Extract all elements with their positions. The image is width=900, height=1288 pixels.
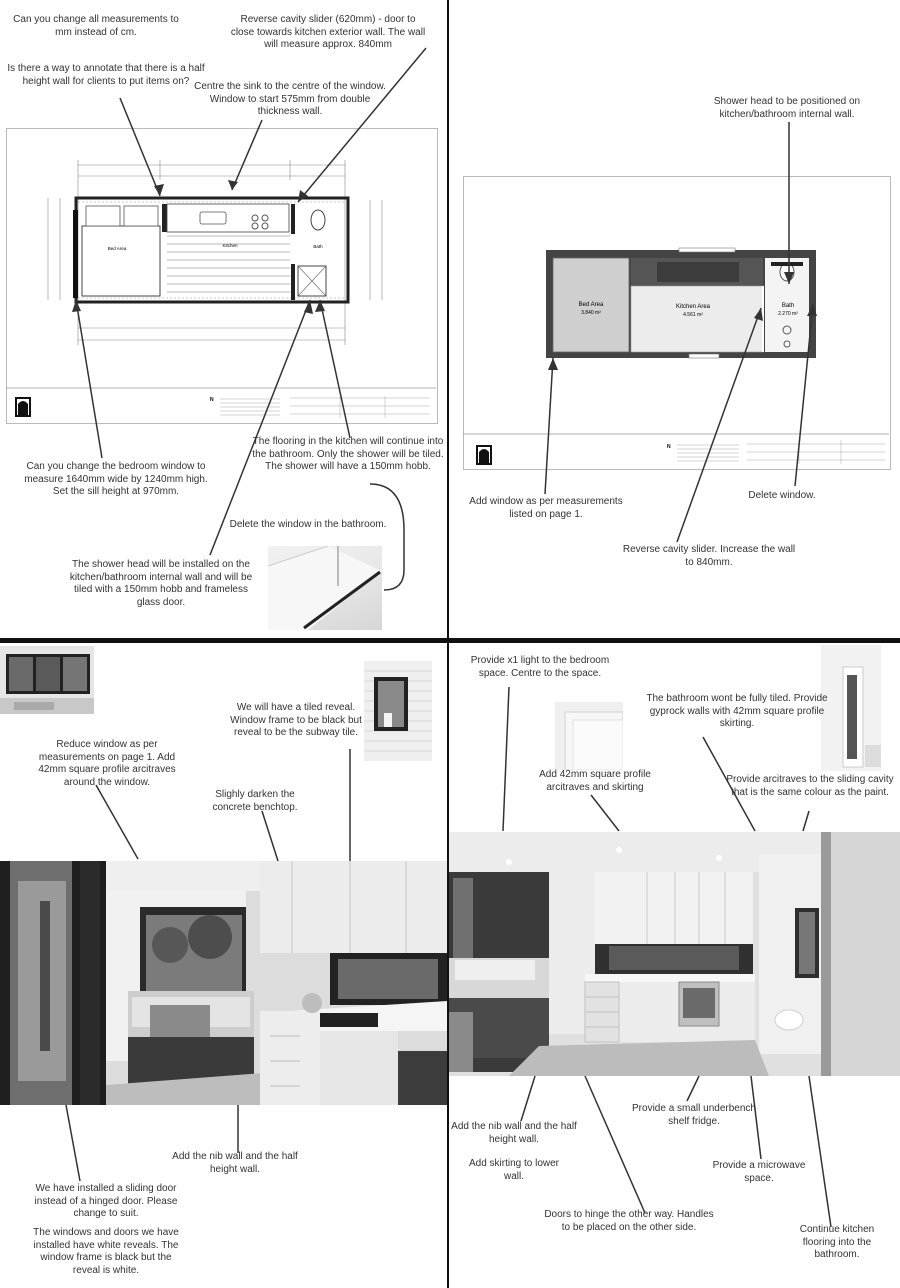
note-continue-flooring: Continue kitchen flooring into the bathroom. [799,1224,875,1260]
note-measurements-mm: Can you change all measurements to mm instead of cm. [13,14,179,38]
plan-area-kitchen: 4.561 m² [683,312,703,318]
note-nib-wall: Add the nib wall and the half height wall. [451,1121,577,1145]
plan-label-bath: Bath [781,303,795,309]
plan-label-bed: Bed Area [107,246,127,251]
plan-label-bed: Bed Area [578,302,604,308]
note-half-height-wall: Is there a way to annotate that there is a half height wall for clients to put items on? [7,63,205,87]
note-reverse-cavity-slider: Reverse cavity slider (620mm) - door to close towards kitchen exterior wall. The wall will measure approx. 840mm [230,14,426,50]
note-reduce-window: Reduce window as per measurements on page 1. Add 42mm square profile arcitraves around the window. [38,739,176,788]
note-bedroom-light: Provide x1 light to the bedroom space. Centre to the space. [470,655,610,679]
note-doors-hinge: Doors to hinge the other way. Handles to be placed on the other side. [544,1209,714,1233]
plan-label-kitchen: Kitchen [222,243,238,248]
svg-text:N: N [667,444,671,450]
note-architraves-skirting: Add 42mm square profile arcitraves and skirting [539,769,651,793]
svg-text:N: N [210,397,214,403]
note-flooring-bathroom: The flooring in the kitchen will continue into the bathroom. Only the shower will be tiled. The shower will have a 150mm hobb. [252,436,444,472]
note-skirting-lower-wall: Add skirting to lower wall. [468,1158,560,1182]
note-reverse-cavity: Reverse cavity slider. Increase the wall to 840mm. [622,544,796,568]
note-bathroom-not-tiled: The bathroom wont be fully tiled. Provide gyprock walls with 42mm square profile skirting. [646,693,828,729]
note-sliding-door: We have installed a sliding door instead of a hinged door. Please change to suit. [34,1183,178,1219]
note-delete-window: Delete the window in the bathroom. [229,519,387,530]
top-right-quadrant [449,0,900,638]
note-microwave-space: Provide a microwave space. [712,1160,806,1184]
note-centre-sink: Centre the sink to the centre of the window. Window to start 575mm from double thickness wall. [194,81,386,117]
note-bedroom-window: Can you change the bedroom window to measure 1640mm wide by 1240mm high. Set the sill height at 970mm. [24,461,208,497]
note-cavity-architraves: Provide arcitraves to the sliding cavity that is the same colour as the paint. [726,774,894,798]
plan-area-bath: 2.270 m² [778,311,798,317]
plan-label-bath: Bath [313,244,323,249]
note-darken-benchtop: Slighly darken the concrete benchtop. [212,789,298,813]
note-white-reveals: The windows and doors we have installed have white reveals. The window frame is black but the reveal is white. [33,1227,179,1276]
top-left-quadrant [0,0,447,638]
note-shower-head: The shower head will be installed on the kitchen/bathroom internal wall and will be tiled with a 150mm hobb and frameless glass door. [69,559,253,608]
note-delete-window: Delete window. [748,490,816,501]
shower-photo [268,546,382,630]
note-underbench-fridge: Provide a small underbench shelf fridge. [632,1103,756,1127]
note-tiled-reveal: We will have a tiled reveal. Window frame to be black but reveal to be the subway tile. [230,702,362,738]
note-shower-head-position: Shower head to be positioned on kitchen/bathroom internal wall. [713,96,861,120]
note-add-window: Add window as per measurements listed on page 1. [469,496,623,520]
plan-label-kitchen: Kitchen Area [675,304,711,310]
bottom-right-arrows [449,643,900,1288]
bottom-left-quadrant [0,643,447,1288]
bottom-right-quadrant [449,643,900,1288]
note-nib-wall: Add the nib wall and the half height wall. [172,1151,298,1175]
plan-area-bed: 3.840 m² [581,310,601,316]
